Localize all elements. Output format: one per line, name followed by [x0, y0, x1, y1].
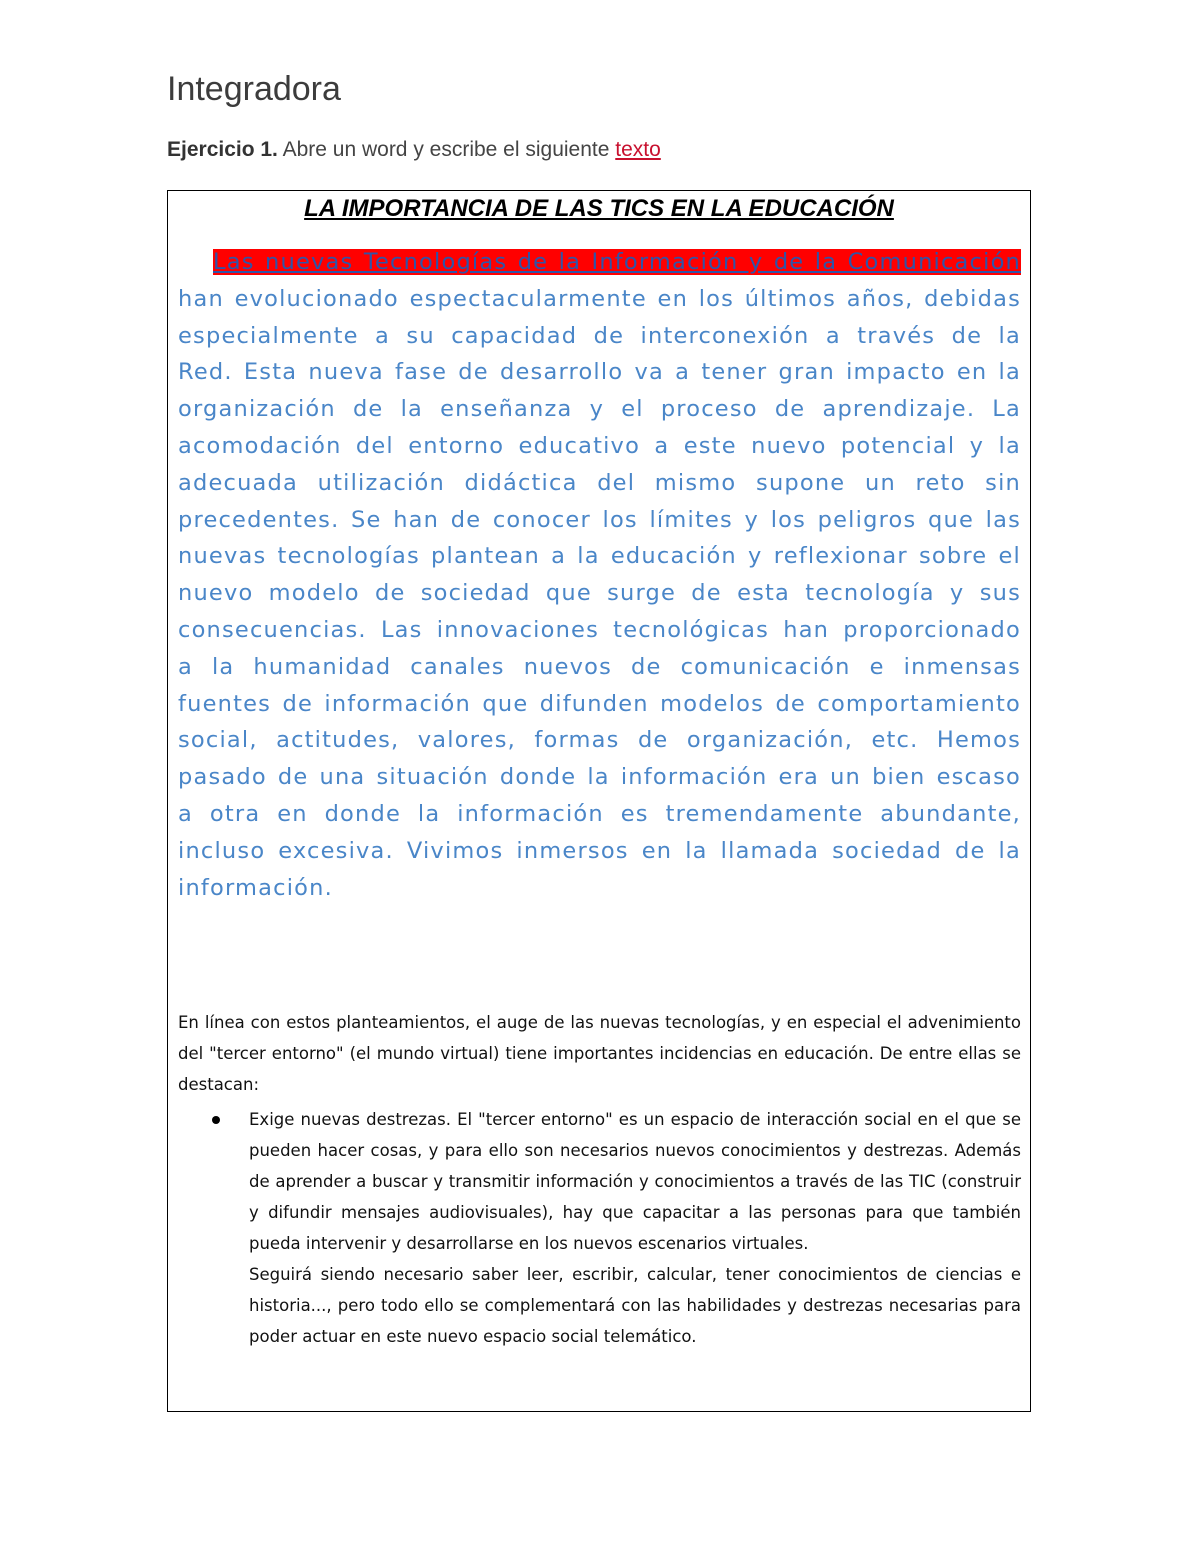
bullet-icon: [212, 1116, 220, 1124]
bullet-text: Exige nuevas destrezas. El "tercer entorno" es un espacio de interacción social en el que se pueden hacer cosas, y para ello son necesarios nuevos conocimientos y destrezas. Además de aprender a buscar y transmitir información y conocimientos a través de las TIC (construir y difundir mensajes audiovisuales), hay que capacitar a las personas para que también pueda intervenir y desarrollarse en los nuevos escenarios virtuales.: [249, 1110, 1021, 1253]
body-paragraph: En línea con estos planteamientos, el auge de las nuevas tecnologías, y en especial el advenimiento del "tercer entorno" (el mundo virtual) tiene importantes incidencias en educación. De entre ellas se destacan:: [178, 1013, 1021, 1094]
bullet-continuation: Seguirá siendo necesario saber leer, escribir, calcular, tener conocimientos de ciencias e historia..., pero todo ello se complementará con las habilidades y destrezas necesarias para poder actuar en este nuevo espacio social telemático.: [249, 1265, 1021, 1346]
exercise-text: Abre un word y escribe el siguiente: [277, 138, 616, 161]
highlighted-phrase: Las nuevas Tecnologías de la Información y de la Comunicación: [213, 249, 1021, 275]
texto-link[interactable]: texto: [615, 138, 661, 161]
exercise-label: Ejercicio 1.: [167, 138, 278, 161]
blue-paragraph: [178, 244, 1021, 906]
box-title: LA IMPORTANCIA DE LAS TICS EN LA EDUCACIÓN: [304, 195, 894, 222]
exercise-instruction: [167, 138, 661, 162]
document-title: Integradora: [167, 70, 341, 108]
text-box: [167, 190, 1031, 1412]
blue-paragraph-text: han evolucionado espectacularmente en los últimos años, debidas especialmente a su capacidad de interconexión a través de la Red. Esta nueva fase de desarrollo va a tener gran impacto en la organización de la enseñanza y el proceso de aprendizaje. La acomodación del entorno educativo a este nuevo potencial y la adecuada utilización didáctica del mismo supone un reto sin precedentes. Se han de conocer los límites y los peligros que las nuevas tecnologías plantean a la educación y reflexionar sobre el nuevo modelo de sociedad que surge de esta tecnología y sus consecuencias. Las innovaciones tecnológicas han proporcionado a la humanidad canales nuevos de comunicación e inmensas fuentes de información que difunden modelos de comportamiento social, actitudes, valores, formas de organización, etc. Hemos pasado de una situación donde la información era un bien escaso a otra en donde la información es tremendamente abundante, incluso excesiva. Vivimos inmersos en la llamada sociedad de la información.: [178, 285, 1021, 901]
list-item: [178, 1104, 1021, 1352]
bullet-list: [178, 1104, 1021, 1352]
